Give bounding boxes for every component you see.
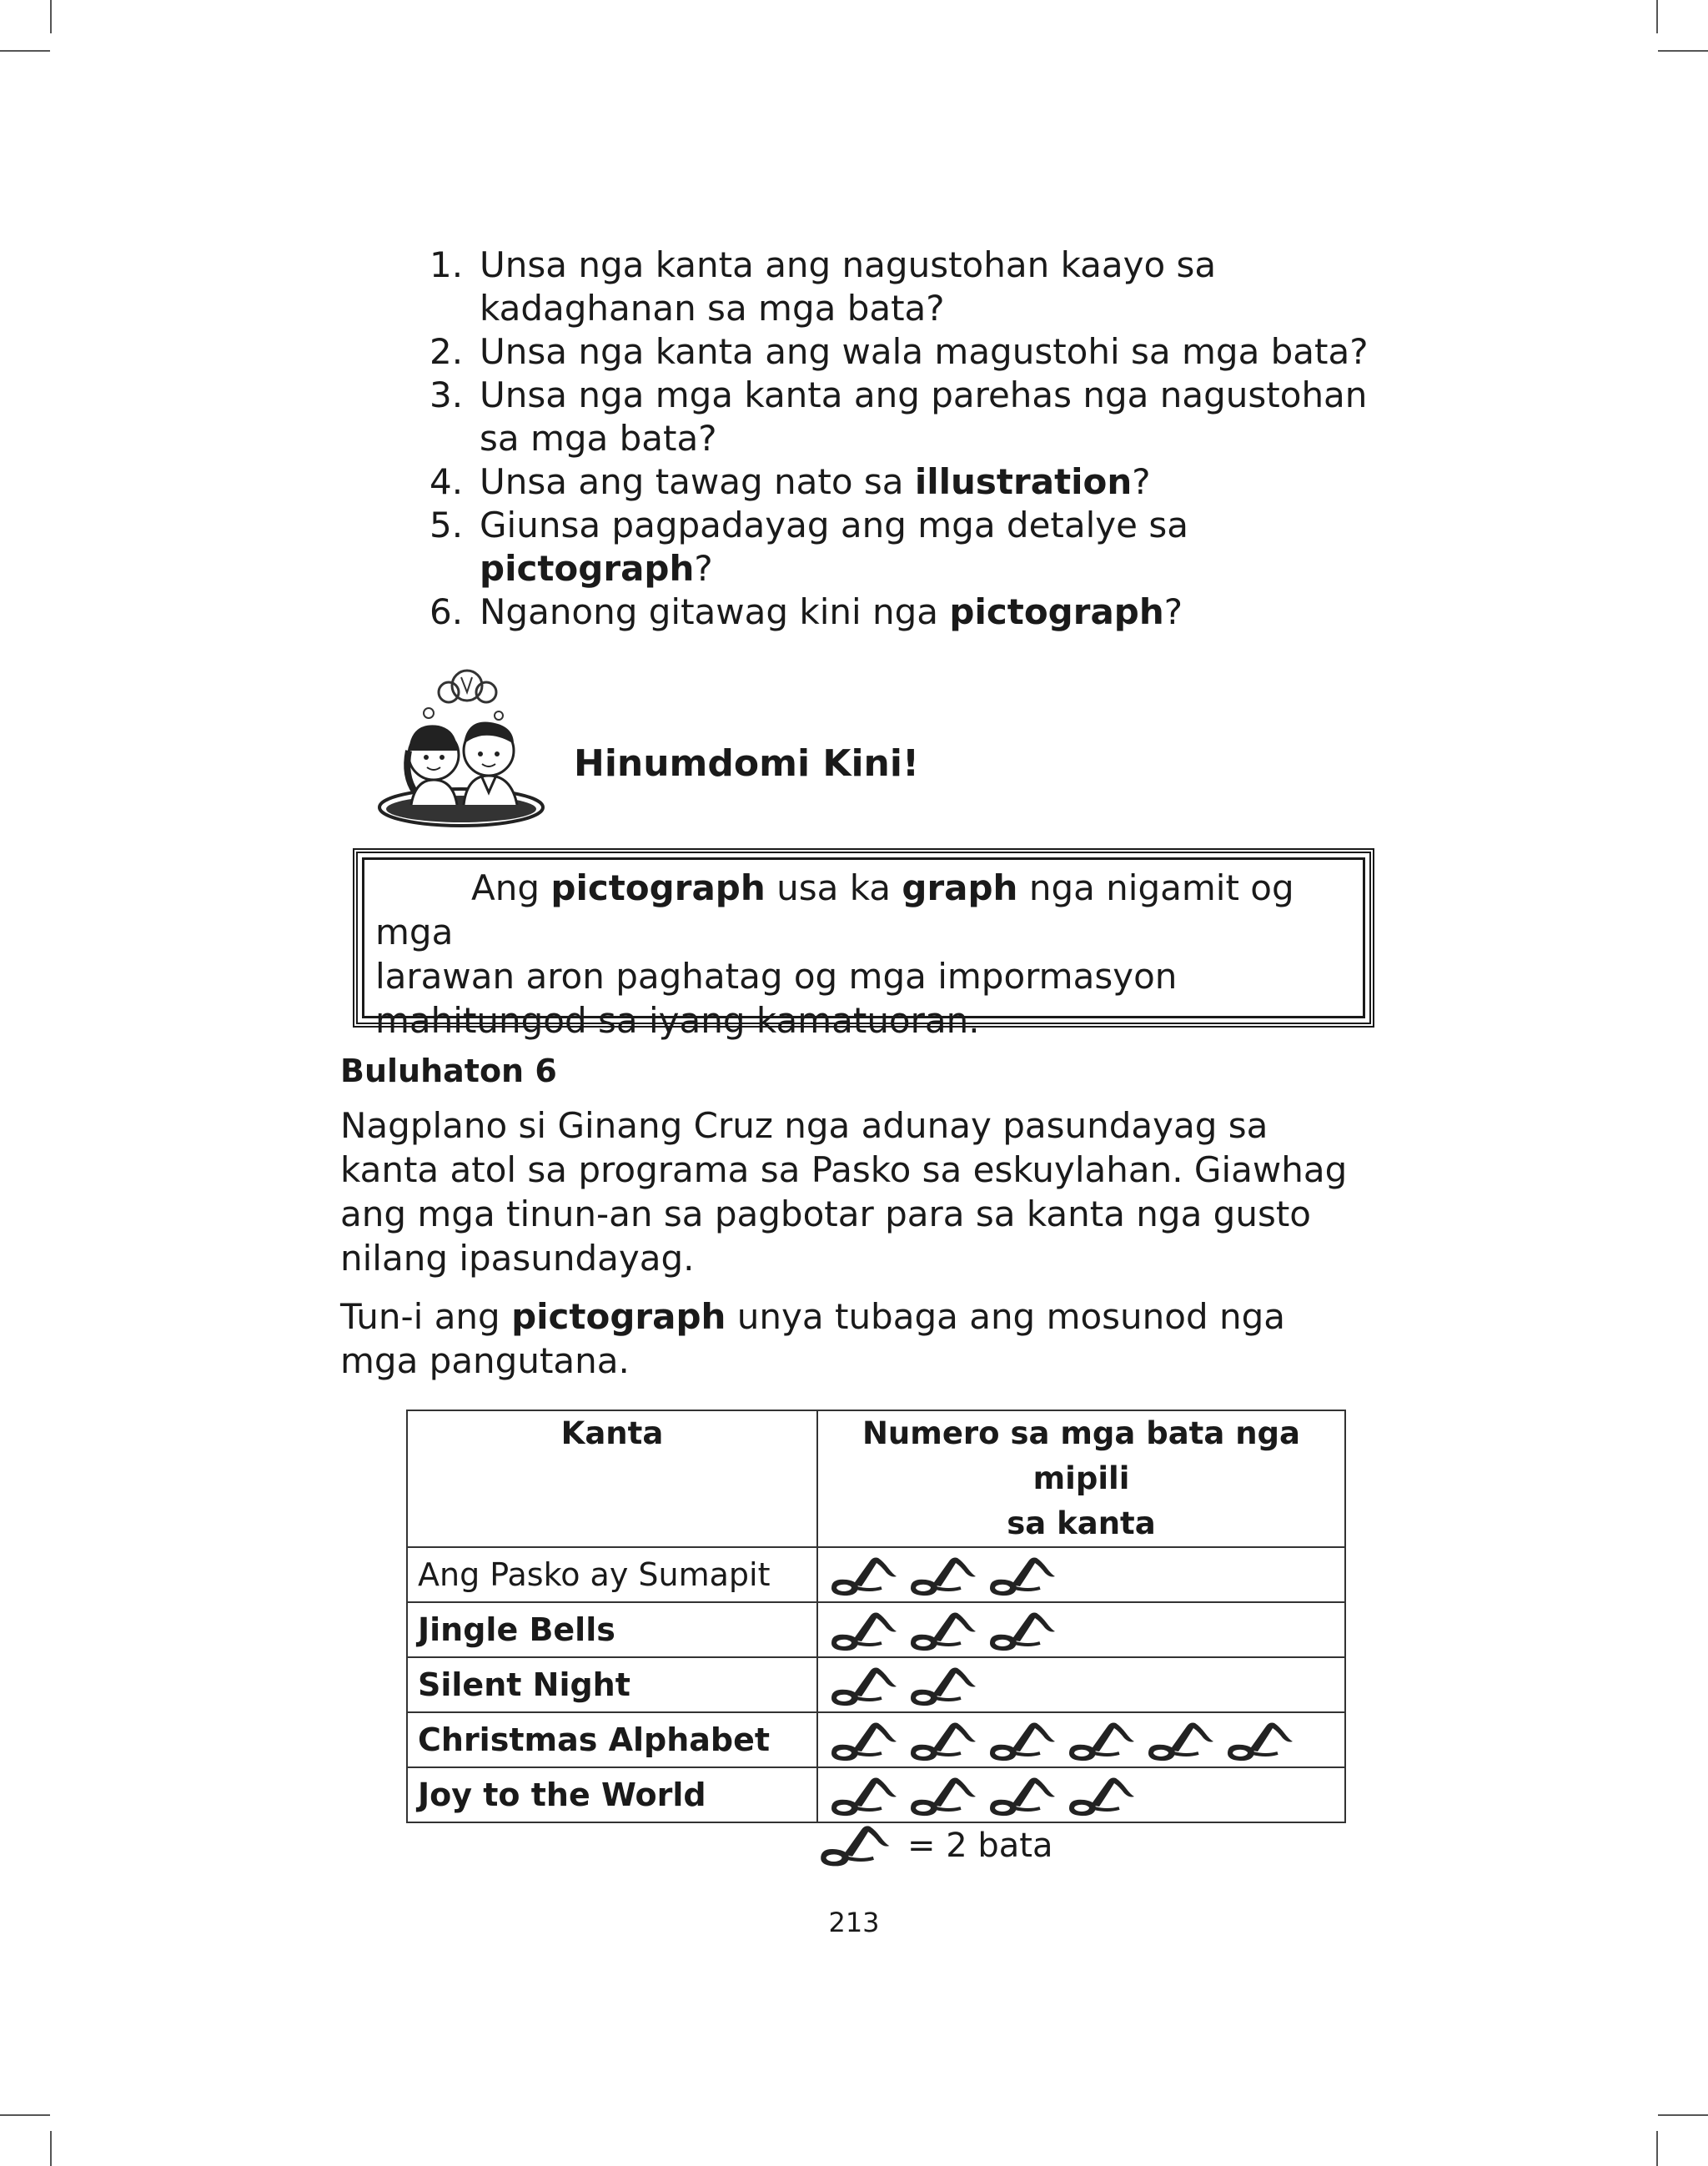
icon-row	[818, 1713, 1344, 1766]
definition-word: nga nigamit og mga	[375, 867, 1294, 952]
question-item	[430, 590, 1389, 634]
music-note-icon	[987, 1606, 1066, 1653]
question-item	[430, 374, 1389, 460]
question-number: 6.	[430, 591, 464, 632]
music-note-icon	[907, 1551, 987, 1598]
question-list	[430, 244, 1389, 634]
music-note-icon	[828, 1716, 907, 1763]
task-paragraph-line: ang mga tinun-an sa pagbotar para sa kanta nga gusto	[340, 1194, 1312, 1234]
question-text: Nganong gitawag kini nga	[480, 591, 950, 632]
task-paragraph-line: Nagplano si Ginang Cruz nga adunay pasundayag sa	[340, 1105, 1268, 1146]
question-item	[430, 244, 1389, 330]
table-row	[407, 1767, 1345, 1822]
remember-title: Hinumdomi Kini!	[574, 742, 920, 785]
children-thinking-illustration	[374, 667, 549, 830]
icon-cell	[817, 1657, 1345, 1712]
crop-mark	[1658, 2114, 1708, 2116]
music-note-icon	[828, 1771, 907, 1818]
icon-row	[818, 1658, 1344, 1711]
crop-mark	[0, 2114, 50, 2116]
legend-icon-slot	[817, 1818, 901, 1873]
table-row	[407, 1547, 1345, 1602]
crop-mark	[0, 50, 50, 52]
pictograph-table	[406, 1410, 1346, 1823]
pictograph-legend	[817, 1818, 1053, 1873]
crop-mark	[50, 2131, 52, 2166]
definition-line: larawan aron paghatag og mga impormasyon	[375, 956, 1178, 997]
table-row	[407, 1657, 1345, 1712]
table-header-row	[407, 1410, 1345, 1547]
crop-mark	[1656, 2131, 1658, 2166]
icon-cell	[817, 1767, 1345, 1822]
instruction-text: unya tubaga ang mosunod nga	[726, 1296, 1286, 1337]
music-note-icon	[828, 1606, 907, 1653]
music-note-icon	[1066, 1771, 1145, 1818]
question-number: 1.	[430, 244, 464, 285]
column-header-count	[817, 1410, 1345, 1547]
song-name: Christmas Alphabet	[407, 1712, 817, 1767]
icon-cell	[817, 1602, 1345, 1657]
music-note-icon	[907, 1661, 987, 1708]
song-name: Ang Pasko ay Sumapit	[407, 1547, 817, 1602]
icon-row	[818, 1548, 1344, 1601]
question-number: 5.	[430, 505, 464, 545]
task-title: Buluhaton 6	[340, 1053, 557, 1089]
music-note-icon	[1066, 1716, 1145, 1763]
crop-mark	[1656, 0, 1658, 33]
question-text: Unsa nga mga kanta ang parehas nga nagustohan	[480, 374, 1368, 415]
icon-row	[818, 1768, 1344, 1822]
question-text: Unsa nga kanta ang wala magustohi sa mga bata?	[480, 331, 1369, 372]
music-note-icon	[1145, 1716, 1224, 1763]
task-instruction	[340, 1294, 1391, 1383]
question-number: 3.	[430, 374, 464, 415]
column-header-count-line: sa kanta	[1007, 1505, 1156, 1541]
icon-cell	[817, 1712, 1345, 1767]
question-item	[430, 504, 1389, 590]
definition-word: usa ka	[765, 867, 902, 908]
task-paragraph	[340, 1103, 1391, 1280]
music-note-icon	[987, 1771, 1066, 1818]
column-header-count-line: Numero sa mga bata nga mipili	[862, 1415, 1301, 1496]
column-header-song: Kanta	[407, 1410, 817, 1547]
question-punct: ?	[694, 548, 713, 589]
question-text: Unsa ang tawag nato sa	[480, 461, 915, 502]
instruction-text: mga pangutana.	[340, 1340, 630, 1381]
question-text: kadaghanan sa mga bata?	[480, 288, 945, 329]
music-note-icon	[987, 1716, 1066, 1763]
instruction-keyword: pictograph	[511, 1296, 726, 1337]
question-keyword: illustration	[914, 461, 1133, 502]
instruction-text: Tun-i ang	[340, 1296, 512, 1337]
definition-keyword: pictograph	[550, 867, 766, 908]
crop-mark	[1658, 50, 1708, 52]
definition-line: mahitungod sa iyang kamatuoran.	[375, 1000, 980, 1041]
song-name: Jingle Bells	[407, 1602, 817, 1657]
music-note-icon	[1224, 1716, 1304, 1763]
icon-cell	[817, 1547, 1345, 1602]
question-keyword: pictograph	[480, 548, 695, 589]
music-note-icon	[907, 1716, 987, 1763]
definition-text	[375, 866, 1355, 1043]
crop-mark	[50, 0, 52, 33]
definition-word: Ang	[471, 867, 551, 908]
music-note-icon	[907, 1606, 987, 1653]
question-text: Unsa nga kanta ang nagustohan kaayo sa	[480, 244, 1217, 285]
music-note-icon	[828, 1661, 907, 1708]
song-name: Joy to the World	[407, 1767, 817, 1822]
music-note-icon	[828, 1551, 907, 1598]
question-item	[430, 330, 1389, 374]
question-number: 2.	[430, 331, 464, 372]
question-text: Giunsa pagpadayag ang mga detalye sa	[480, 505, 1188, 545]
question-keyword: pictograph	[949, 591, 1164, 632]
song-name: Silent Night	[407, 1657, 817, 1712]
question-punct: ?	[1163, 591, 1183, 632]
music-note-icon	[907, 1771, 987, 1818]
table-row	[407, 1712, 1345, 1767]
icon-row	[818, 1603, 1344, 1656]
task-paragraph-line: kanta atol sa programa sa Pasko sa eskuylahan. Giawhag	[340, 1149, 1348, 1190]
definition-keyword: graph	[902, 867, 1018, 908]
music-note-icon	[817, 1818, 901, 1870]
question-item	[430, 460, 1389, 504]
question-punct: ?	[1132, 461, 1151, 502]
music-note-icon	[987, 1551, 1066, 1598]
legend-text: = 2 bata	[907, 1827, 1053, 1865]
page-number: 213	[828, 1907, 880, 1938]
table-row	[407, 1602, 1345, 1657]
task-paragraph-line: nilang ipasundayag.	[340, 1238, 695, 1279]
question-number: 4.	[430, 461, 464, 502]
question-text: sa mga bata?	[480, 418, 717, 459]
